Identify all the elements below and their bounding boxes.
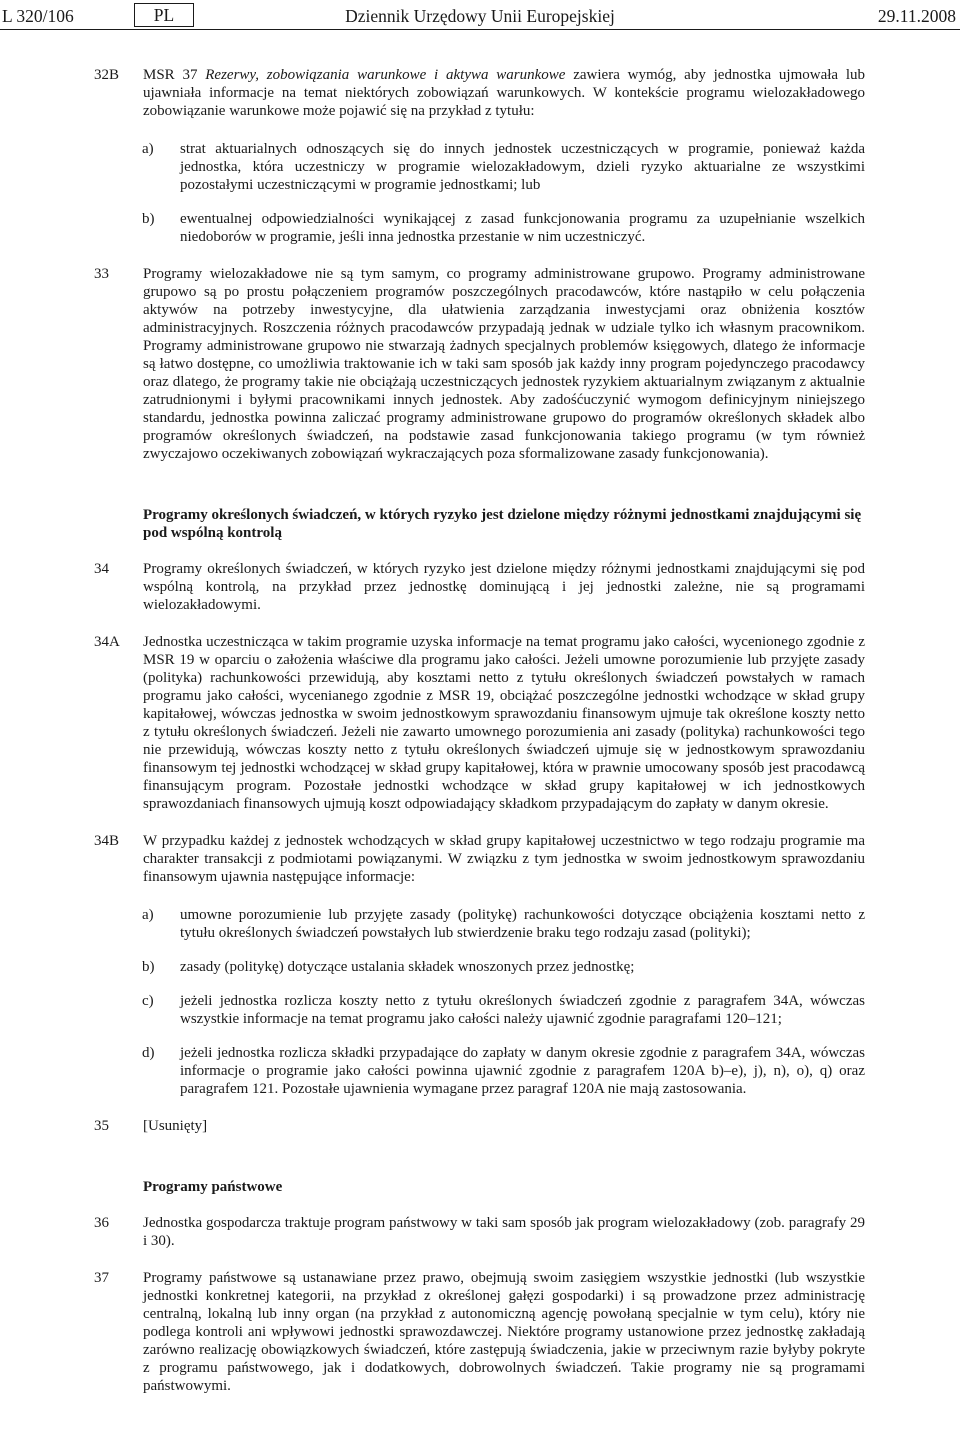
paragraph-number: 32B — [94, 67, 120, 83]
list-item — [143, 210, 865, 246]
paragraph-33 — [0, 265, 960, 463]
standard-title: Rezerwy, zobowiązania warunkowe i aktywa warunkowe — [205, 67, 566, 83]
list-item — [143, 958, 865, 976]
item-label: d) — [142, 1045, 155, 1061]
text-segment: W przypadku każdej z jednostek wchodzących w skład grupy kapitałowej uczestnictwo w tego rodzaju programie ma charakter transakcji z podmiotami powiązanymi. W związku z tym jednostka w swoim jednostkowym sprawozdaniu finansowym ujawnia następujące informacje: — [143, 833, 865, 885]
item-label: c) — [142, 993, 154, 1009]
paragraph-text: Programy określonych świadczeń, w których ryzyko jest dzielone między różnymi jednostkami znajdującymi się pod wspólną kontrolą, na przykład przez jednostkę dominującą i jej jednostki zależne, nie są programami wielozakładowymi. — [143, 561, 865, 613]
paragraph-text: Jednostka gospodarcza traktuje program państwowy w taki sam sposób jak program wielozakładowy (zob. paragrafy 29 i 30). — [143, 1215, 865, 1249]
paragraph-text: [Usunięty] — [143, 1118, 208, 1134]
document-body — [0, 66, 960, 1414]
text-segment: MSR 37 — [143, 67, 206, 83]
item-text: jeżeli jednostka rozlicza składki przypadające do zapłaty w danym okresie zgodnie z paragrafem 34A, wówczas informacje o programie jako całości powinna ujawnić zgodnie z paragrafem 120A b)–e), j), n), o), q) oraz paragrafem 121. Pozostałe ujawnienia wymagane przez paragraf 120A nie mają zastosowania. — [180, 1045, 865, 1097]
paragraph-34b — [0, 832, 960, 1098]
item-label: a) — [142, 141, 154, 157]
item-text: jeżeli jednostka rozlicza koszty netto z tytułu określonych świadczeń zgodnie z paragrafem 34A, wówczas wszystkie informacje na temat programu jako całości należy ujawnić zgodnie paragrafami 120–121; — [180, 993, 865, 1027]
text-segment: zawiera wymóg, aby jednostka ujmowała lub ujawniała informacje na temat niektórych zobowiązań warunkowych. W kontekście programu wielozakładowego zobowiązanie warunkowe może pojawić się na przykład z tytułu: — [143, 67, 866, 119]
publication-date: 29.11.2008 — [877, 6, 956, 26]
item-label: a) — [142, 907, 154, 923]
list-item — [143, 140, 865, 194]
item-text: umowne porozumienie lub przyjęte zasady (politykę) rachunkowości dotyczące obciążenia kosztami netto z tytułu określonych świadczeń powstałych lub stwierdzenie braku tego rodzaju zasad (polityki); — [180, 907, 865, 941]
list-item — [143, 906, 865, 942]
paragraph-text — [143, 66, 865, 246]
item-label: b) — [142, 959, 155, 975]
item-text: strat aktuarialnych odnoszących się do innych jednostek uczestniczących w programie, ponieważ każda jednostka, która uczestniczy w programie wielozakładowym, dzieli ryzyko aktuarialne ze wszystkimi pozostałymi uczestniczącymi w programie jednostkami; lub — [180, 141, 865, 193]
paragraph-number: 34A — [94, 634, 120, 650]
paragraph-number: 34 — [94, 561, 109, 577]
paragraph-35 — [0, 1117, 960, 1135]
section-heading: Programy określonych świadczeń, w których ryzyko jest dzielone między różnymi jednostkami znajdującymi się pod wspólną kontrolą — [143, 507, 862, 541]
item-text: ewentualnej odpowiedzialności wynikającej z zasad funkcjonowania programu za uzupełnianie wszelkich niedoborów w programie, jeśli inna jednostka przestanie w nim uczestniczyć. — [180, 211, 865, 245]
paragraph-text: Programy wielozakładowe nie są tym samym, co programy administrowane grupowo. Programy administrowane grupowo są po prostu połączeniem programów poszczególnych pracodawców, które nastąpiło w celu połączenia aktywów na potrzeby inwestycyjne, dla ułatwienia zarządzania inwestycjami oraz obniżenia kosztów administracyjnych. Roszczenia różnych pracodawców przypadają jednak w udziale tylko ich własnym pracownikom. Programy administrowane grupowo nie stwarzają żadnych specjalnych problemów księgowych, dlatego że informacje są łatwo dostępne, co umożliwia traktowanie ich w taki sam sposób jak każdy inny program pojedynczego pracodawcy oraz dlatego, że programy takie nie obciążają uczestniczących jednostek ryzykiem aktuarialnym związanym z aktualnie zatrudnionymi i byłymi pracownikami innych jednostek. Aby zadośćuczynić wymogom definicyjnym niniejszego standardu, jednostka powinna zaliczać programy administrowane grupowo do programów określonych składek albo programów określonych świadczeń, na podstawie zasad funkcjonowania takiego programu (w tym również zwyczajowo oczekiwanych zobowiązań wykraczających poza sformalizowane zasady funkcjonowania). — [143, 266, 865, 462]
language-badge: PL — [134, 3, 194, 27]
item-label: b) — [142, 211, 155, 227]
paragraph-number: 35 — [94, 1118, 109, 1134]
journal-title: Dziennik Urzędowy Unii Europejskiej — [345, 6, 615, 26]
paragraph-text: Jednostka uczestnicząca w takim programie uzyska informacje na temat programu jako całości, wycenionego zgodnie z MSR 19 w oparciu o założenia właściwe dla programu jako całości. Jeżeli umowne porozumienie lub przyjęte zasady (polityka) rachunkowości przewidują, aby kosztami netto z tytułu określonych świadczeń powstałych w ramach programu jako całości, wycenianego zgodnie z MSR 19, obciążać poszczególne jednostki wchodzące w skład grupy kapitałowej, wówczas jednostka w swoim jednostkowym sprawozdaniu finansowym ujmuje tak określone koszty netto z tytułu określonych świadczeń. Jeżeli nie zawarto umownego porozumienia ani zasady (polityka) rachunkowości tego nie przewidują, wówczas koszty netto z tytułu określonych świadczeń ujmuje się w jednostkowym sprawozdaniu finansowym tej jednostki wchodzącej w skład grupy kapitałowej, która w prawnie umocowany sposób jest pracodawcą finansującym program. Pozostałe jednostki wchodzące w skład grupy kapitałowej w ich jednostkowych sprawozdaniach finansowych ujmują koszt odpowiadający składkom przypadającym do zapłaty w danym okresie. — [143, 634, 865, 812]
item-list — [143, 906, 865, 1098]
list-item — [143, 1044, 865, 1098]
list-item — [143, 992, 865, 1028]
header-divider — [0, 29, 960, 30]
paragraph-number: 36 — [94, 1215, 109, 1231]
paragraph-text: Programy państwowe są ustanawiane przez prawo, obejmują swoim zasięgiem wszystkie jednostki (lub wszystkie jednostki konkretnej kategorii, na przykład z określonej gałęzi gospodarki) i są prowadzone przez administrację centralną, lokalną lub inny organ (na przykład z autonomiczną agencję powołaną specjalnie w tym celu), który nie podlega kontroli ani wpływowi jednostki sprawozdawczej. Niektóre programy ustanowione przez jednostkę zakładają zarówno realizację obowiązkowych świadczeń, które zastępują świadczenia, jakie w przeciwnym razie byłyby pokryte z programu państwowego, jak i dodatkowych, dobrowolnych świadczeń. Takie programy nie są programami państwowymi. — [143, 1270, 865, 1394]
item-text: zasady (politykę) dotyczące ustalania składek wnoszonych przez jednostkę; — [180, 959, 635, 975]
item-list — [143, 140, 865, 246]
paragraph-32b — [0, 66, 960, 246]
paragraph-36 — [0, 1214, 960, 1250]
page-reference: L 320/106 — [2, 6, 74, 26]
paragraph-34a — [0, 633, 960, 813]
paragraph-number: 33 — [94, 266, 109, 282]
paragraph-37 — [0, 1269, 960, 1395]
page-header — [0, 0, 960, 30]
paragraph-number: 34B — [94, 833, 120, 849]
section-heading: Programy państwowe — [143, 1179, 283, 1195]
paragraph-text — [143, 832, 865, 1098]
paragraph-number: 37 — [94, 1270, 109, 1286]
paragraph-34 — [0, 560, 960, 614]
